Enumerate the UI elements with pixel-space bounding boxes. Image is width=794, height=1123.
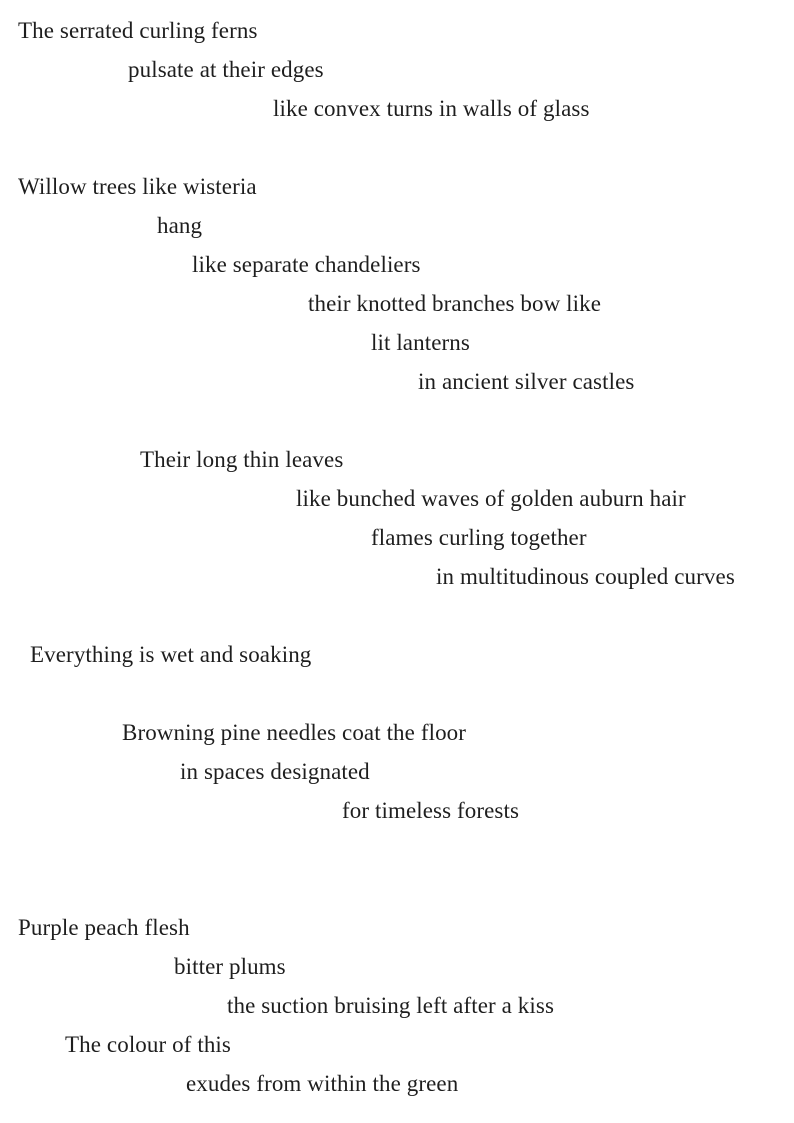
poem-line: in spaces designated <box>180 759 370 784</box>
poem-line: like separate chandeliers <box>192 252 421 277</box>
poem-line: Their long thin leaves <box>140 447 344 472</box>
poem-line: lit lanterns <box>371 330 470 355</box>
poem-line: Purple peach flesh <box>18 915 190 940</box>
poem-line: hang <box>157 213 203 238</box>
poem-line: The colour of this <box>65 1032 231 1057</box>
poem-line: like bunched waves of golden auburn hair <box>296 486 686 511</box>
poem-line: Browning pine needles coat the floor <box>122 720 467 745</box>
poem-line: the suction bruising left after a kiss <box>227 993 555 1018</box>
poem-line: pulsate at their edges <box>128 57 324 82</box>
poem-line: exudes from within the green <box>186 1071 459 1096</box>
poem-line: Everything is wet and soaking <box>30 642 312 667</box>
poem-line: their knotted branches bow like <box>308 291 602 316</box>
poem-line: Willow trees like wisteria <box>18 174 257 199</box>
poem-line: in ancient silver castles <box>418 369 635 394</box>
poem-line: like convex turns in walls of glass <box>273 96 590 121</box>
poem-line: for timeless forests <box>342 798 520 823</box>
poem-line: The serrated curling ferns <box>18 18 258 43</box>
poem-line: bitter plums <box>174 954 286 979</box>
poem-line: in multitudinous coupled curves <box>436 564 735 589</box>
poem-line: flames curling together <box>371 525 587 550</box>
